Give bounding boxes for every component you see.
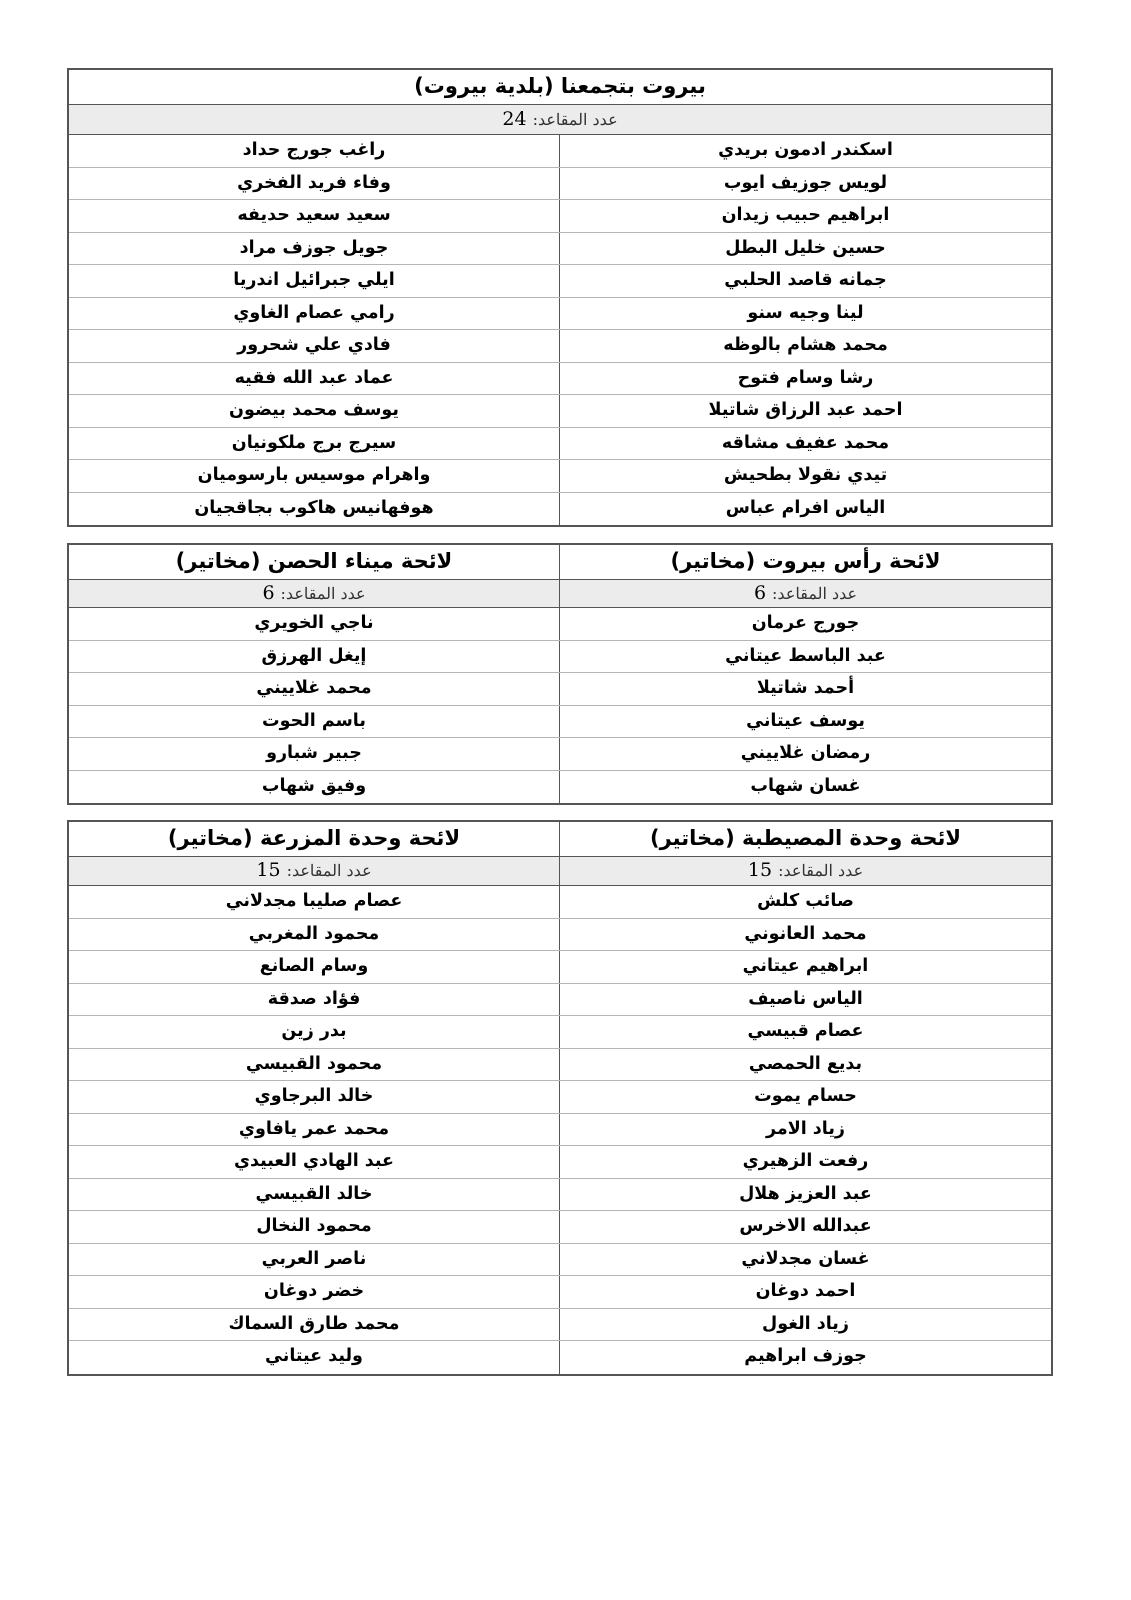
table-mukhtars-mousseitbeh-mazraa <box>67 820 1053 1376</box>
left-seats-count <box>69 857 560 885</box>
left-name-cell: سعيد سعيد حديفه <box>69 200 560 232</box>
table-row <box>69 1114 1051 1147</box>
right-name-cell: غسان مجدلاني <box>741 1248 870 1269</box>
table-row <box>69 460 1051 493</box>
table-row <box>69 395 1051 428</box>
left-seats-count <box>69 580 560 607</box>
right-list-title: لائحة رأس بيروت (مخاتير) <box>670 549 941 573</box>
right-name-cell: صائب كلش <box>757 891 854 911</box>
left-name-cell: هوفهانيس هاكوب بجاقجيان <box>69 493 560 526</box>
right-name-cell: محمد عفيف مشاقه <box>721 432 890 453</box>
left-name-cell: محمد طارق السماك <box>69 1309 560 1341</box>
left-list-title: لائحة ميناء الحصن (مخاتير) <box>69 545 560 579</box>
left-name-cell: خالد البرجاوي <box>69 1081 560 1113</box>
table-row <box>69 919 1051 952</box>
left-name-cell: وفاء فريد الفخري <box>69 168 560 200</box>
left-name-cell: خضر دوغان <box>69 1276 560 1308</box>
table-mukhtars-ras-beirut-minaa-hosn <box>67 543 1053 805</box>
seats-label: عدد المقاعد: <box>286 861 372 880</box>
left-name-cell: وسام الصانع <box>69 951 560 983</box>
right-name-cell: جمانه قاصد الحلبي <box>724 270 887 290</box>
left-name-cell: محمود القبيسي <box>69 1049 560 1081</box>
right-list-title: لائحة وحدة المصيطبة (مخاتير) <box>650 826 961 850</box>
seats-value: 15 <box>747 859 773 881</box>
left-name-cell: عصام صليبا مجدلاني <box>69 886 560 918</box>
table-row <box>69 738 1051 771</box>
right-name-cell: الياس ناصيف <box>748 988 863 1009</box>
right-name-cell: لينا وجيه سنو <box>747 302 864 323</box>
table-row <box>69 200 1051 233</box>
left-name-cell: راغب جورج حداد <box>69 135 560 167</box>
table-row <box>69 1211 1051 1244</box>
left-list-title: لائحة وحدة المزرعة (مخاتير) <box>69 822 560 856</box>
right-name-cell: زياد الغول <box>762 1313 849 1334</box>
right-name-cell: اسكندر ادمون بريدي <box>718 140 893 160</box>
table-row <box>69 233 1051 266</box>
table-row <box>69 1146 1051 1179</box>
table-row <box>69 673 1051 706</box>
table-row <box>69 1016 1051 1049</box>
seats-count <box>69 105 1051 134</box>
table-row <box>69 608 1051 641</box>
right-name-cell: زياد الامر <box>765 1118 846 1139</box>
right-name-cell: الياس افرام عباس <box>725 497 886 518</box>
table-row <box>69 1049 1051 1082</box>
left-name-cell: عبد الهادي العبيدي <box>69 1146 560 1178</box>
right-name-cell: عبد الباسط عيتاني <box>725 645 886 666</box>
seats-value: 24 <box>502 108 527 130</box>
left-name-cell: وليد عيتاني <box>69 1341 560 1374</box>
right-name-cell: غسان شهاب <box>750 775 861 796</box>
seats-row <box>69 105 1051 135</box>
right-name-cell: جورج عرمان <box>751 613 860 633</box>
left-name-cell: جبير شبارو <box>69 738 560 770</box>
seats-label: عدد المقاعد: <box>772 584 858 603</box>
table-title-row <box>69 70 1051 105</box>
right-name-cell: رمضان غلاييني <box>740 743 871 763</box>
table-row <box>69 330 1051 363</box>
table-row <box>69 1081 1051 1114</box>
table-beirut-municipality <box>67 68 1053 527</box>
table-row <box>69 1179 1051 1212</box>
right-name-cell: محمد هشام بالوظه <box>723 335 888 355</box>
left-name-cell: رامي عصام الغاوي <box>69 298 560 330</box>
left-name-cell: محمود المغربي <box>69 919 560 951</box>
seats-value: 15 <box>256 859 281 881</box>
seats-value: 6 <box>262 582 275 604</box>
table-row <box>69 1276 1051 1309</box>
table-row <box>69 1244 1051 1277</box>
table-row <box>69 493 1051 526</box>
table-body <box>69 135 1051 525</box>
right-name-cell: ابراهيم عيتاني <box>742 956 869 976</box>
table-row <box>69 641 1051 674</box>
right-name-cell: عصام قبيسي <box>747 1021 864 1041</box>
right-name-cell: جوزف ابراهيم <box>744 1346 867 1366</box>
table-row <box>69 951 1051 984</box>
right-name-cell: ابراهيم حبيب زيدان <box>721 205 890 225</box>
seats-value: 6 <box>753 582 767 604</box>
left-name-cell: واهرام موسيس بارسوميان <box>69 460 560 492</box>
right-name-cell: عبدالله الاخرس <box>739 1216 872 1236</box>
table-body <box>69 886 1051 1374</box>
left-name-cell: خالد القبيسي <box>69 1179 560 1211</box>
right-name-cell: محمد العانوني <box>744 923 867 944</box>
table-row <box>69 168 1051 201</box>
table-title-row <box>69 822 1051 857</box>
seats-row <box>69 857 1051 886</box>
left-name-cell: محمد غلاييني <box>69 673 560 705</box>
left-name-cell: ناجي الخويري <box>69 608 560 640</box>
table-row <box>69 298 1051 331</box>
right-name-cell: يوسف عيتاني <box>746 710 865 731</box>
table-row <box>69 1341 1051 1374</box>
table-body <box>69 608 1051 803</box>
table-row <box>69 984 1051 1017</box>
right-name-cell: احمد عبد الرزاق شاتيلا <box>708 400 903 420</box>
table-row <box>69 265 1051 298</box>
seats-label: عدد المقاعد: <box>778 861 864 880</box>
seats-label: عدد المقاعد: <box>532 110 618 129</box>
table-row <box>69 1309 1051 1342</box>
right-name-cell: لويس جوزيف ايوب <box>723 172 888 193</box>
left-name-cell: جويل جوزف مراد <box>69 233 560 265</box>
table-row <box>69 428 1051 461</box>
right-seats-count <box>560 580 1051 607</box>
left-name-cell: يوسف محمد بيضون <box>69 395 560 427</box>
left-name-cell: محمد عمر يافاوي <box>69 1114 560 1146</box>
left-name-cell: فادي علي شحرور <box>69 330 560 362</box>
left-name-cell: ناصر العربي <box>69 1244 560 1276</box>
left-name-cell: إيغل الهرزق <box>69 641 560 673</box>
left-name-cell: باسم الحوت <box>69 706 560 738</box>
left-name-cell: سيرج برج ملكونيان <box>69 428 560 460</box>
right-seats-count <box>560 857 1051 885</box>
seats-row <box>69 580 1051 608</box>
seats-label: عدد المقاعد: <box>280 584 366 603</box>
right-name-cell: عبد العزيز هلال <box>739 1183 872 1204</box>
right-name-cell: رشا وسام فتوح <box>737 367 874 388</box>
right-name-cell: حسام يموت <box>754 1086 857 1106</box>
table-row <box>69 135 1051 168</box>
table-row <box>69 886 1051 919</box>
left-name-cell: فؤاد صدقة <box>69 984 560 1016</box>
right-name-cell: أحمد شاتيلا <box>756 678 855 698</box>
left-name-cell: ايلي جبرائيل اندريا <box>69 265 560 297</box>
right-name-cell: حسين خليل البطل <box>725 237 886 258</box>
table-row <box>69 771 1051 804</box>
right-name-cell: رفعت الزهيري <box>742 1151 869 1171</box>
table-row <box>69 706 1051 739</box>
left-name-cell: وفيق شهاب <box>69 771 560 804</box>
right-name-cell: احمد دوغان <box>755 1281 856 1301</box>
table-title: بيروت بتجمعنا (بلدية بيروت) <box>414 74 706 98</box>
left-name-cell: بدر زين <box>69 1016 560 1048</box>
right-name-cell: بديع الحمصي <box>748 1053 863 1074</box>
left-name-cell: عماد عبد الله فقيه <box>69 363 560 395</box>
table-row <box>69 363 1051 396</box>
right-name-cell: تيدي نقولا بطحيش <box>723 465 888 485</box>
table-title-row <box>69 545 1051 580</box>
left-name-cell: محمود النخال <box>69 1211 560 1243</box>
